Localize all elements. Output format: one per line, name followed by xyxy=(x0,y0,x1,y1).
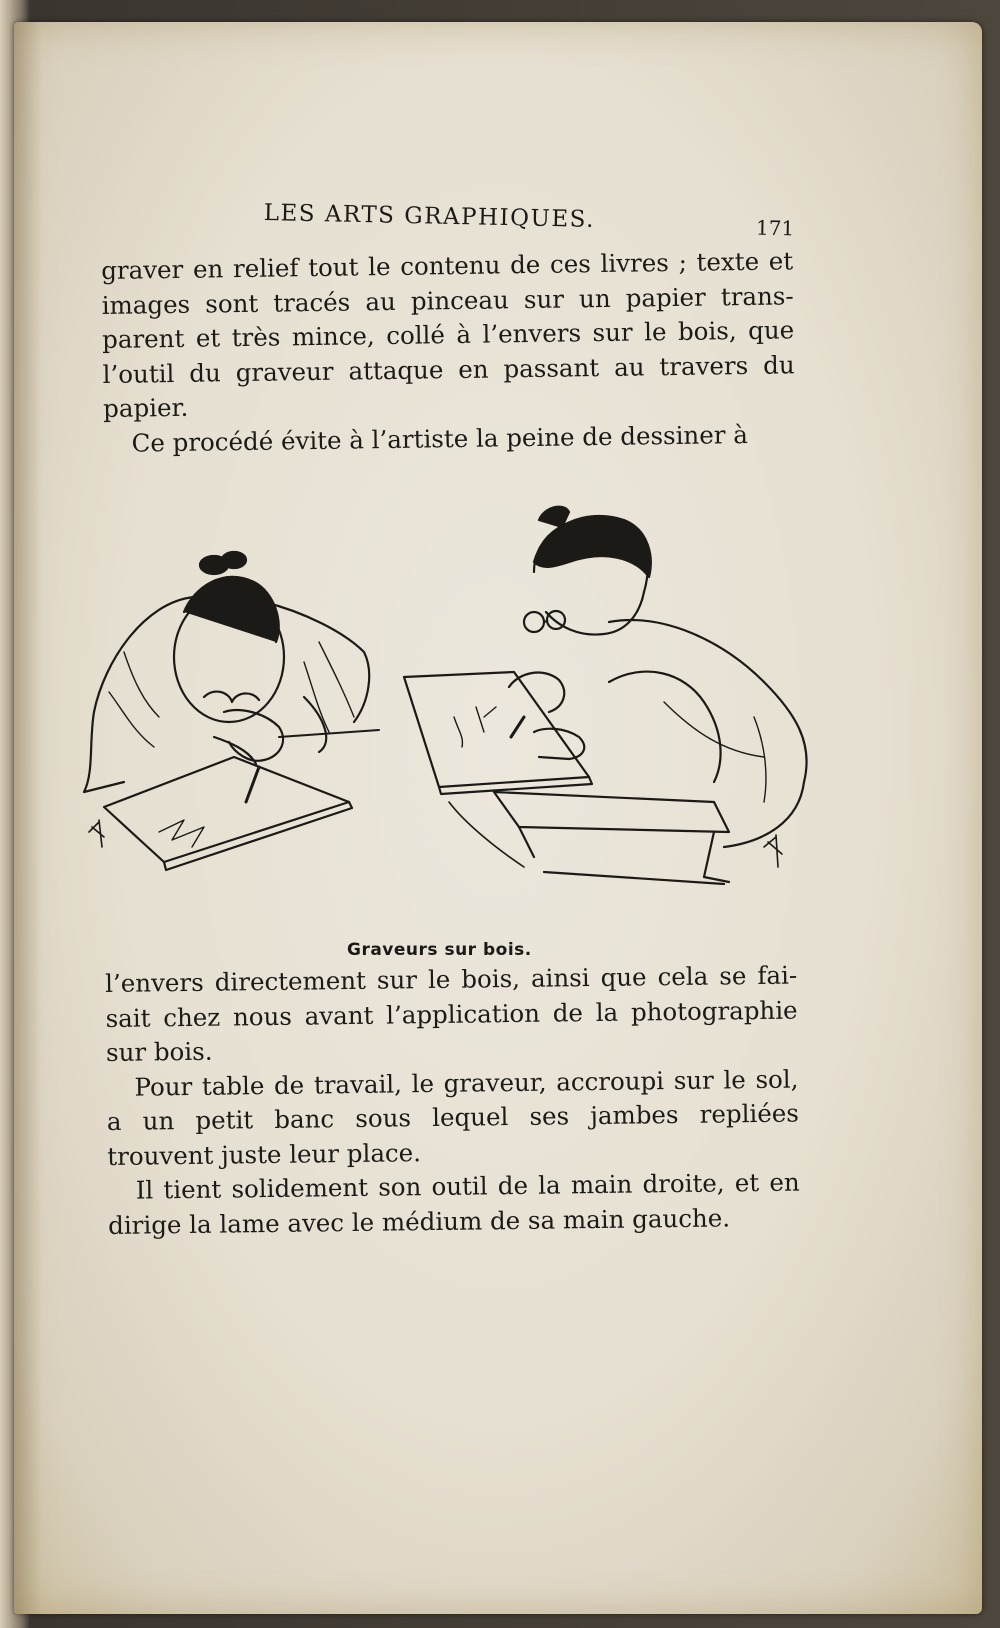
woodcut-illustration xyxy=(64,502,854,932)
running-head: LES ARTS GRAPHIQUES. xyxy=(263,200,596,233)
paragraph: Ce procédé évite à l’artiste la peine de dessiner à xyxy=(131,419,749,458)
figure-caption: Graveurs sur bois. xyxy=(347,940,532,960)
paragraph: Il tient solidement son outil de la main droite, et en dirige la lame avec le médium de sa main gauche. xyxy=(107,1167,800,1240)
paragraph: graver en relief tout le contenu de ces livres ; texte et images sont tracés au pinceau sur un papier trans-parent et très mince, collé à l’envers sur le bois, que l’outil du graveur attaque en passant au travers du papier. xyxy=(101,246,795,423)
page-number: 171 xyxy=(755,215,795,241)
right-engraver-figure xyxy=(404,507,807,884)
left-engraver-figure xyxy=(84,552,379,870)
book-page xyxy=(14,22,982,1614)
text-block-top xyxy=(101,244,796,461)
text-block-bottom xyxy=(105,959,800,1243)
paragraph: l’envers directement sur le bois, ainsi que cela se fai-sait chez nous avant l’application de la photographie sur bois. xyxy=(105,960,798,1067)
paragraph: Pour table de travail, le graveur, accroupi sur le sol, a un petit banc sous lequel ses jambes repliées trouvent juste leur place. xyxy=(106,1064,800,1171)
